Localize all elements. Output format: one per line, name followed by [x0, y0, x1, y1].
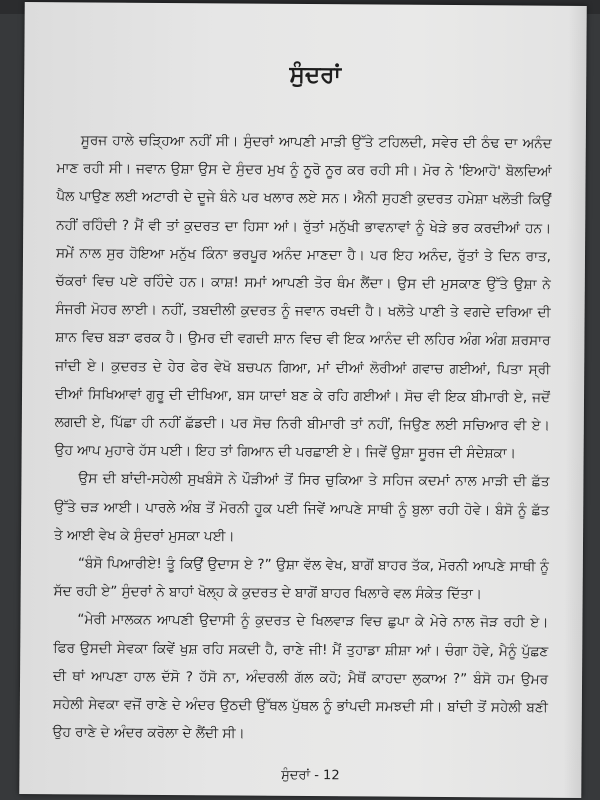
page-title: ਸੁੰਦਰਾਂ [289, 61, 342, 89]
paragraph-3: “ਬੰਸੋ ਪਿਆਰੀਏ! ਤੂੰ ਕਿਉਂ ਉਦਾਸ ਏ ?” ਉਸ਼ਾ ਵੱਲ ਵੇਖ, ਬਾਗੋਂ ਬਾਹਰ ਤੱਕ, ਮੋਰਨੀ ਆਪਣੇ ਸਾਥੀ ਨੂੰ ਸੱਦ ਰਹੀ ਏ” ਸੁੰਦਰਾਂ ਨੇ ਬਾਹਾਂ ਖੋਲ੍ਹ ਕੇ ਕੁਦਰਤ ਦੇ ਬਾਗੋਂ ਬਾਹਰ ਖਿਲਾਰੇ ਵਲ ਸੰਕੇਤ ਦਿੱਤਾ। [53, 555, 549, 603]
book-page [19, 2, 587, 798]
body-text [53, 126, 552, 750]
paragraph-1: ਸੂਰਜ ਹਾਲੇ ਚੜ੍ਹਿਆ ਨਹੀਂ ਸੀ। ਸੁੰਦਰਾਂ ਆਪਣੀ ਮਾੜੀ ਉੱਤੇ ਟਹਿਲਦੀ, ਸਵੇਰ ਦੀ ਠੰਢ ਦਾ ਅਨੰਦ ਮਾਣ ਰਹੀ ਸੀ। ਜਵਾਨ ਉਸ਼ਾ ਉਸ ਦੇ ਸੁੰਦਰ ਮੁਖ ਨੂੰ ਨੂਰੋ ਨੂਰ ਕਰ ਰਹੀ ਸੀ। ਮੋਰ ਨੇ 'ਇਆਹੋ' ਬੋਲਦਿਆਂ ਪੈਲ ਪਾਉਣ ਲਈ ਅਟਾਰੀ ਦੇ ਦੂਜੇ ਬੰਨੇ ਪਰ ਖਲਾਰ ਲਏ ਸਨ। ਐਨੀ ਸੁਹਣੀ ਕੁਦਰਤ ਹਮੇਸ਼ਾ ਖਲੋਤੀ ਕਿਉਂ ਨਹੀਂ ਰਹਿੰਦੀ ? ਮੈਂ ਵੀ ਤਾਂ ਕੁਦਰਤ ਦਾ ਹਿਸਾ ਆਂ। ਰੁੱਤਾਂ ਮਨੁੱਖੀ ਭਾਵਨਾਵਾਂ ਨੂੰ ਖੇੜੇ ਭਰ ਕਰਦੀਆਂ ਹਨ। ਸਮੇਂ ਨਾਲ ਸੁਰ ਹੋਇਆ ਮਨੁੱਖ ਕਿੰਨਾ ਭਰਪੂਰ ਅਨੰਦ ਮਾਣਦਾ ਹੈ। ਪਰ ਇਹ ਅਨੰਦ, ਰੁੱਤਾਂ ਤੇ ਦਿਨ ਰਾਤ, ਚੱਕਰਾਂ ਵਿਚ ਪਏ ਰਹਿੰਦੇ ਹਨ। ਕਾਸ਼! ਸਮਾਂ ਆਪਣੀ ਤੋਰ ਥੰਮ ਲੈਂਦਾ। ਉਸ ਦੀ ਮੁਸਕਾਣ ਉੱਤੇ ਉਸ਼ਾ ਨੇ ਸੰਜਰੀ ਮੋਹਰ ਲਾਈ। ਨਹੀਂ, ਤਬਦੀਲੀ ਕੁਦਰਤ ਨੂੰ ਜਵਾਨ ਰਖਦੀ ਹੈ। ਖਲੋਤੇ ਪਾਣੀ ਤੇ ਵਗਦੇ ਦਰਿਆ ਦੀ ਸ਼ਾਨ ਵਿਚ ਬੜਾ ਫਰਕ ਹੈ। ਉਮਰ ਦੀ ਵਗਦੀ ਸ਼ਾਨ ਵਿਚ ਵੀ ਇਕ ਆਨੰਦ ਦੀ ਲਹਿਰ ਅੰਗ ਅੰਗ ਸ਼ਰਸਾਰ ਜਾਂਦੀ ਏ। ਕੁਦਰਤ ਦੇ ਹੇਰ ਫੇਰ ਵੇਖੋ ਬਚਪਨ ਗਿਆ, ਮਾਂ ਦੀਆਂ ਲੋਰੀਆਂ ਗਵਾਚ ਗਈਆਂ, ਪਿਤਾ ਸ੍ਰੀ ਦੀਆਂ ਸਿਖਿਆਵਾਂ ਗੁਰੂ ਦੀ ਦੀਖਿਆ, ਬਸ ਯਾਦਾਂ ਬਣ ਕੇ ਰਹਿ ਗਈਆਂ। ਸੋਚ ਵੀ ਇਕ ਬੀਮਾਰੀ ਏ, ਜਦੋਂ ਲਗਦੀ ਏ, ਪਿੱਛਾ ਹੀ ਨਹੀਂ ਛੱਡਦੀ। ਪਰ ਸੋਚ ਨਿਰੀ ਬੀਮਾਰੀ ਤਾਂ ਨਹੀਂ, ਜਿਉਣ ਲਈ ਸਚਿਆਰ ਵੀ ਏ। ਉਹ ਆਪ ਮੁਹਾਰੇ ਹੱਸ ਪਈ। ਇਹ ਤਾਂ ਗਿਆਨ ਦੀ ਪਰਛਾਈ ਏ। ਜਿਵੇਂ ਉਸ਼ਾ ਸੂਰਜ ਦੀ ਸੰਦੇਸ਼ਕਾ। [54, 132, 552, 462]
page-footer: ਸੁੰਦਰਾਂ - 12 [281, 767, 340, 784]
paragraph-2: ਉਸ ਦੀ ਬਾਂਦੀ-ਸਹੇਲੀ ਸੁਖਬੰਸੋ ਨੇ ਪੌੜੀਆਂ ਤੋਂ ਸਿਰ ਚੁਕਿਆ ਤੇ ਸਹਿਜ ਕਦਮਾਂ ਨਾਲ ਮਾੜੀ ਦੀ ਛੱਤ ਉੱਤੇ ਚੜ ਆਈ। ਪਾਰਲੇ ਅੰਬ ਤੋਂ ਮੋਰਨੀ ਹੂਕ ਪਈ ਜਿਵੇਂ ਆਪਣੇ ਸਾਥੀ ਨੂੰ ਬੁਲਾ ਰਹੀ ਹੋਵੇ। ਬੰਸੋ ਨੂੰ ਛੱਤ ਤੇ ਆਈ ਵੇਖ ਕੇ ਸੁੰਦਰਾਂ ਮੁਸਕਾ ਪਈ। [53, 470, 550, 545]
paragraph-4: “ਮੇਰੀ ਮਾਲਕਨ ਆਪਣੀ ਉਦਾਸੀ ਨੂੰ ਕੁਦਰਤ ਦੇ ਖਿਲਵਾੜ ਵਿਚ ਛੁਪਾ ਕੇ ਮੇਰੇ ਨਾਲ ਜੋੜ ਰਹੀ ਏ। ਫਿਰ ਉਸਦੀ ਸੇਵਕਾ ਕਿਵੇਂ ਖੁਸ਼ ਰਹਿ ਸਕਦੀ ਹੈ, ਰਾਣੇ ਜੀ! ਮੈਂ ਤੁਹਾਡਾ ਸ਼ੀਸ਼ਾ ਆਂ। ਚੰਗਾ ਹੋਵੇ, ਮੈਨੂੰ ਪੁੱਛਣ ਦੀ ਥਾਂ ਆਪਣਾ ਹਾਲ ਦੱਸੋ ? ਹੱਸੋ ਨਾ, ਅੰਦਰਲੀ ਗੱਲ ਕਹੋ; ਮੈਥੋਂ ਕਾਹਦਾ ਲੁਕਾਅ ?” ਬੰਸੋ ਹਮ ਉਮਰ ਸਹੇਲੀ ਸੇਵਕਾ ਵਜੋਂ ਰਾਣੇ ਦੇ ਅੰਦਰ ਉਠਦੀ ਉੱਥਲ ਪੁੱਥਲ ਨੂੰ ਭਾਂਪਦੀ ਸਮਝਦੀ ਸੀ। ਬਾਂਦੀ ਤੋਂ ਸਹੇਲੀ ਬਣੀ ਉਹ ਰਾਣੇ ਦੇ ਅੰਦਰ ਕਰੋਲਾ ਦੇ ਲੈਂਦੀ ਸੀ। [52, 611, 549, 742]
